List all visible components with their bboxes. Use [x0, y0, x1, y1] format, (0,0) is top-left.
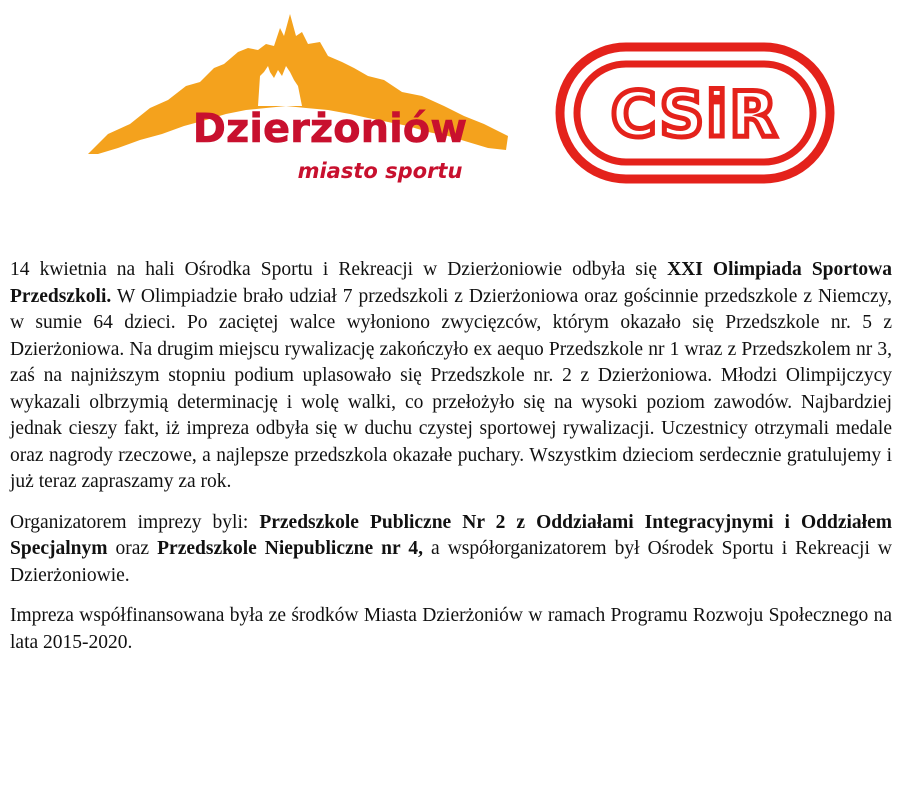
- logo-subtitle: miasto sportu: [297, 159, 463, 183]
- logo-csir-text: CSiR: [610, 78, 780, 151]
- csir-logo: [555, 42, 835, 184]
- article-paragraph-1: 14 kwietnia na hali Ośrodka Sportu i Rekreacji w Dzierżoniowie odbyła się XXI Olimpiada Sportowa Przedszkoli. W Olimpiadzie brało udział 7 przedszkoli z Dzierżoniowa oraz gościnnie przedszkole z Niemczy, w sumie 64 dzieci. Po zaciętej walce wyłoniono zwycięzców, którym okazało się Przedszkole nr. 5 z Dzierżoniowa. Na drugim miejscu rywalizację zakończyło ex aequo Przedszkole nr 1 wraz z Przedszkolem nr 3, zaś na najniższym stopniu podium uplasowało się Przedszkole nr. 2 z Dzierżoniowa. Młodzi Olimpijczycy wykazali olbrzymią determinację i wolę walki, co przełożyło się na wysoki poziom zawodów. Najbardziej jednak cieszy fakt, iż impreza odbyła się w duchu czystej sportowej rywalizacji. Uczestnicy otrzymali medale oraz nagrody rzeczowe, a najlepsze przedszkola okazałe puchary. Wszystkim dzieciom serdecznie gratulujemy i już teraz zapraszamy za rok.: [10, 259, 893, 492]
- article-paragraph-3: Impreza współfinansowana była ze środków Miasta Dzierżoniów w ramach Programu Rozwoju Społecznego na lata 2015-2020.: [10, 605, 892, 653]
- dzierzoniow-logo: [88, 6, 508, 184]
- article-paragraph-2: Organizatorem imprezy byli: Przedszkole Publiczne Nr 2 z Oddziałami Integracyjnymi i Oddziałem Specjalnym oraz Przedszkole Niepubliczne nr 4, a współorganizatorem był Ośrodek Sportu i Rekreacji w Dzierżoniowie.: [10, 511, 892, 586]
- logo-title: Dzierżoniów: [192, 106, 468, 152]
- article-body: [10, 257, 892, 670]
